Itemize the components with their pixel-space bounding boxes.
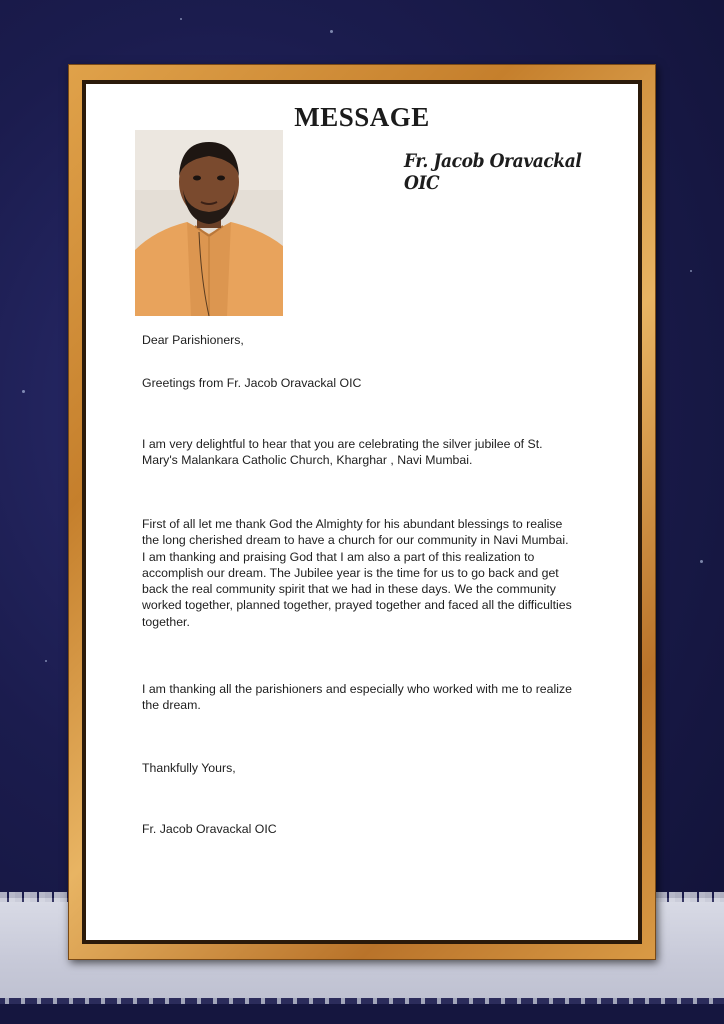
footer-strip <box>0 1004 724 1024</box>
page-title: MESSAGE <box>294 102 430 132</box>
background-sparkle <box>180 18 182 20</box>
author-name-header: Fr. Jacob Oravackal OIC <box>404 150 582 194</box>
background-sparkle <box>45 660 47 662</box>
salutation: Dear Parishioners, <box>142 333 244 347</box>
greeting-line: Greetings from Fr. Jacob Oravackal OIC <box>142 376 362 390</box>
signature: Fr. Jacob Oravackal OIC <box>142 822 277 836</box>
paragraph-thanks-parishioners: I am thanking all the parishioners and especially who worked with me to realize the dream. <box>142 682 572 713</box>
background-sparkle <box>700 560 703 563</box>
gold-picture-frame <box>68 64 656 960</box>
background-sparkle <box>22 390 25 393</box>
priest-portrait-photo <box>135 130 283 316</box>
background-sparkle <box>690 270 692 272</box>
closing-line: Thankfully Yours, <box>142 761 236 775</box>
message-page <box>86 84 638 940</box>
background-sparkle <box>330 30 333 33</box>
paragraph-jubilee: I am very delightful to hear that you are celebrating the silver jubilee of St. Mary's Malankara Catholic Church, Kharghar , Navi Mumbai. <box>142 437 543 468</box>
paragraph-thanksgiving: First of all let me thank God the Almighty for his abundant blessings to realise the long cherished dream to have a church for our community in Navi Mumbai. I am thanking and praising God that I am also a part of this realization to accomplish our dream. The Jubilee year is the time for us to go back and get back the real community spirit that we had in these days. We the community worked together, planned together, prayed together and faced all the difficulties together. <box>142 517 572 629</box>
